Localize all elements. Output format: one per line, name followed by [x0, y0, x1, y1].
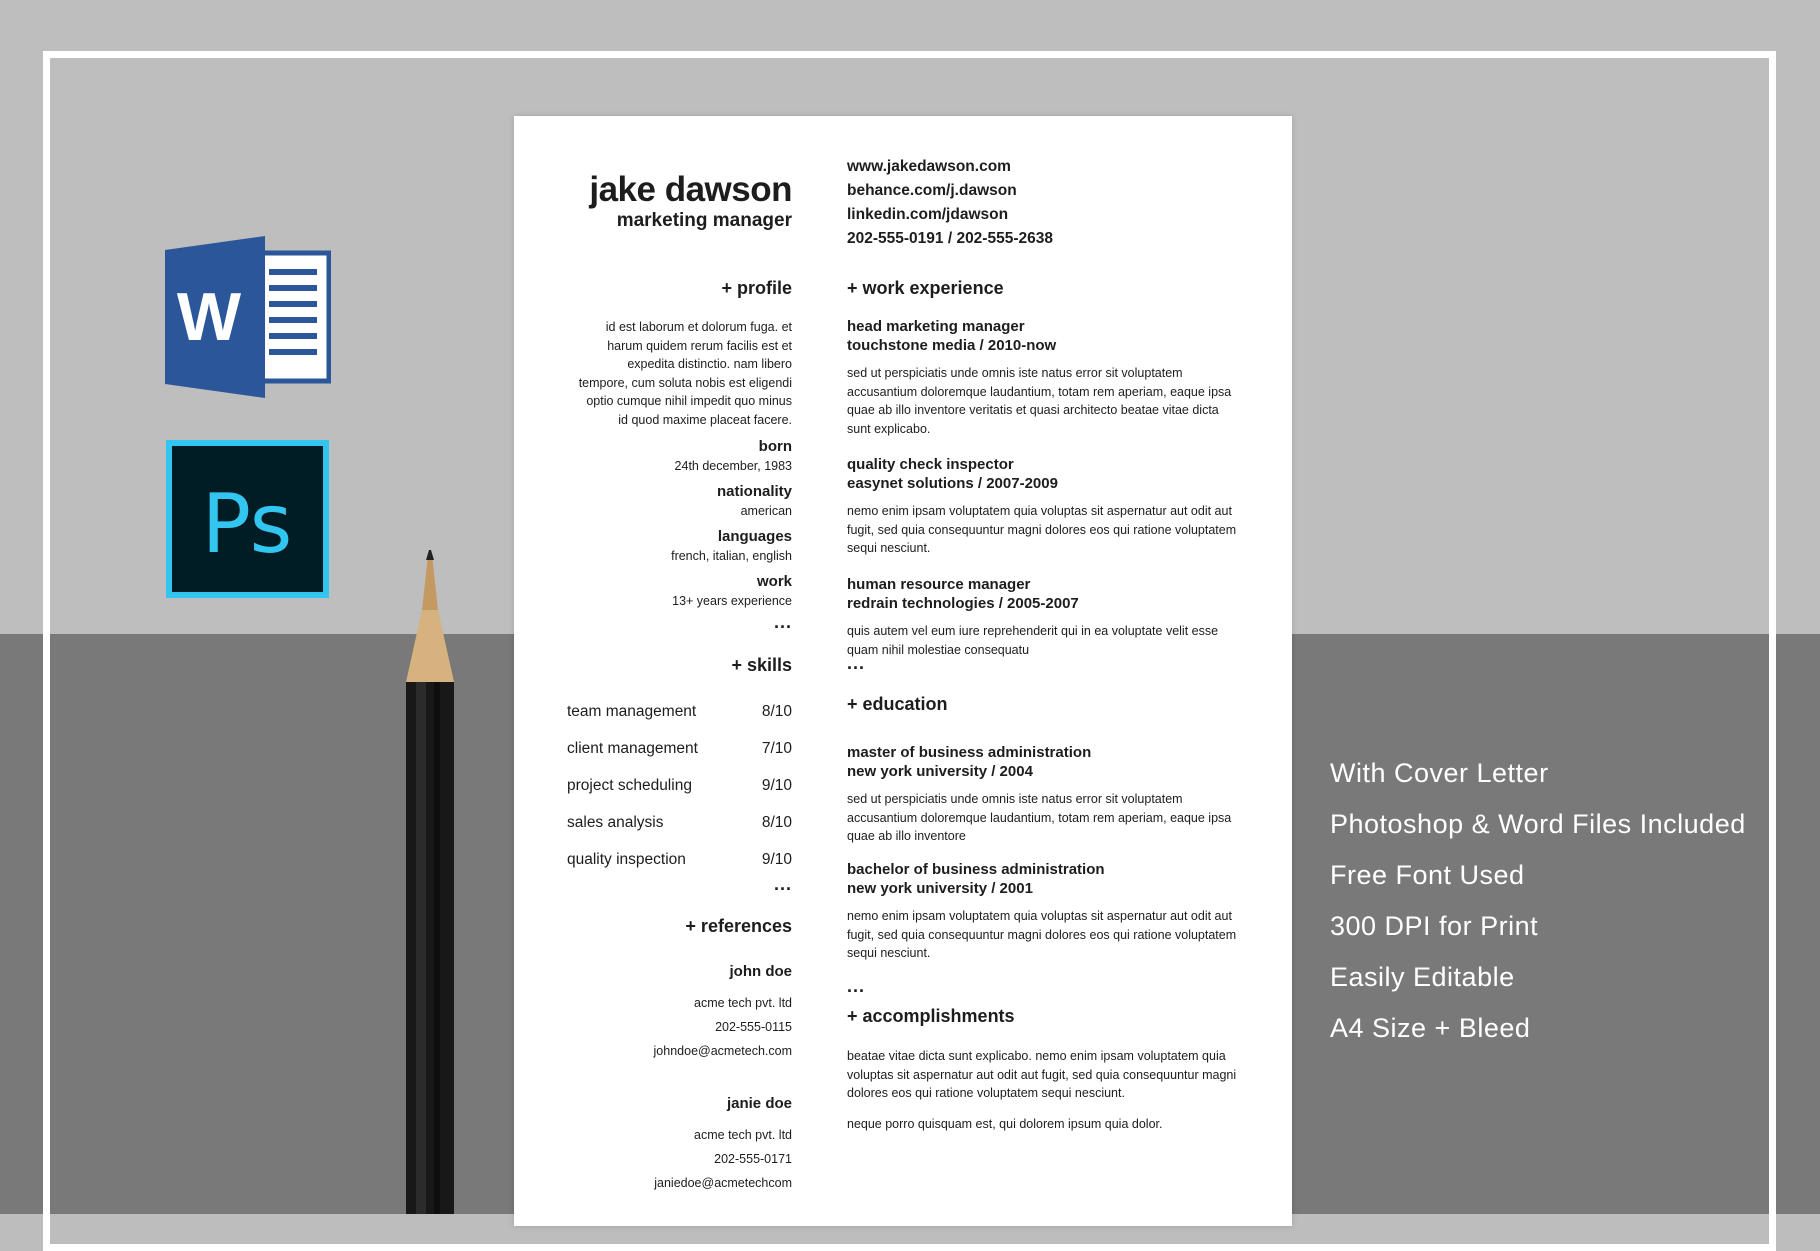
skill-name: quality inspection	[567, 851, 686, 868]
accomplishments-heading: + accomplishments	[847, 1006, 1015, 1026]
degree-description	[847, 790, 1259, 846]
degree-title: bachelor of business administration	[847, 861, 1105, 878]
desc-line: fugit, sed quia consequuntur magni dolores eos qui ratione voluptatem	[847, 522, 1237, 537]
degree-description	[847, 907, 1259, 963]
desc-line: quae ab illo inventore	[847, 829, 966, 843]
desc-line: nemo enim ipsam voluptatem quia voluptas sit aspernatur aut odit aut	[847, 504, 1232, 518]
resume-paper	[514, 116, 1292, 1226]
desc-line: sunt explicabo.	[847, 421, 931, 436]
fact-label: languages	[717, 528, 792, 545]
feature-item: 300 DPI for Print	[1330, 911, 1539, 941]
references-heading: + references	[685, 916, 792, 936]
desc-line: voluptas sit aspernatur aut odit aut fugit, sed quia consequuntur magni	[847, 1067, 1237, 1082]
desc-line: sed ut perspiciatis unde omnis iste natus error sit voluptatem	[847, 792, 1183, 806]
reference-company: acme tech pvt. ltd	[694, 996, 792, 1010]
job-title: human resource manager	[847, 576, 1031, 593]
reference-phone: 202-555-0171	[714, 1152, 792, 1166]
skill-name: team management	[567, 703, 697, 720]
profile-line: optio cumque nihil impedit quo minus	[586, 394, 792, 408]
desc-line: quae ab illo inventore veritatis et quasi architecto beatae vitae dicta	[847, 403, 1219, 417]
reference-email: janiedoe@acmetechcom	[654, 1176, 792, 1190]
contact-behance: behance.com/j.dawson	[847, 182, 1017, 199]
fact-value: 13+ years experience	[672, 594, 792, 608]
feature-item: Easily Editable	[1330, 962, 1515, 992]
desc-line: quam nihil molestiae consequatu	[847, 642, 1030, 657]
fact-label: work	[756, 573, 792, 590]
skill-score: 9/10	[761, 777, 792, 794]
skill-score: 8/10	[761, 703, 792, 720]
word-letter: W	[176, 279, 242, 355]
fact-value: french, italian, english	[671, 549, 792, 563]
fact-label: nationality	[716, 483, 792, 500]
profile-heading: + profile	[721, 278, 792, 298]
profile-text	[552, 318, 792, 429]
section-dots: ...	[773, 874, 792, 894]
desc-line: accusantium doloremque laudantium, totam rem aperiam, eaque ipsa	[847, 810, 1232, 825]
skill-name: sales analysis	[567, 814, 664, 831]
work-heading: + work experience	[847, 278, 1004, 298]
desc-line: beatae vitae dicta sunt explicabo. nemo enim ipsam voluptatem quia	[847, 1049, 1226, 1063]
resume-role: marketing manager	[616, 210, 792, 231]
skills-heading: + skills	[731, 655, 792, 675]
degree-title: master of business administration	[847, 744, 1092, 761]
accomplishments-text-2: neque porro quisquam est, qui dolorem ipsum quia dolor.	[847, 1117, 1163, 1131]
education-heading: + education	[847, 694, 948, 714]
feature-item: A4 Size + Bleed	[1330, 1013, 1531, 1043]
fact-value: 24th december, 1983	[674, 459, 792, 473]
desc-line: sequi nesciunt.	[847, 946, 931, 960]
profile-line: tempore, cum soluta nobis est eligendi	[578, 375, 792, 390]
feature-item: With Cover Letter	[1330, 758, 1549, 788]
pencil-image	[370, 550, 490, 1214]
skill-name: project scheduling	[567, 777, 692, 794]
section-dots: ...	[847, 976, 866, 996]
fact-value: american	[740, 504, 792, 518]
fact-label: born	[758, 438, 792, 455]
desc-line: accusantium doloremque laudantium, totam rem aperiam, eaque ipsa	[847, 384, 1232, 399]
desc-line: fugit, sed quia consequuntur magni dolores eos qui ratione voluptatem	[847, 927, 1237, 942]
job-description	[847, 364, 1259, 438]
reference-phone: 202-555-0115	[715, 1020, 792, 1034]
accomplishments-text	[847, 1047, 1259, 1103]
job-org: touchstone media / 2010-now	[847, 337, 1057, 354]
profile-line: harum quidem rerum facilis est et	[607, 338, 792, 353]
photoshop-icon	[166, 440, 329, 598]
desc-line: quis autem vel eum iure reprehenderit qui in ea voluptate velit esse	[847, 624, 1219, 638]
profile-line: id quod maxime placeat facere.	[618, 412, 792, 427]
contact-phone: 202-555-0191 / 202-555-2638	[847, 230, 1053, 247]
skill-score: 9/10	[761, 851, 792, 868]
reference-company: acme tech pvt. ltd	[694, 1128, 792, 1142]
desc-line: sed ut perspiciatis unde omnis iste natus error sit voluptatem	[847, 366, 1183, 380]
job-title: quality check inspector	[847, 456, 1014, 473]
job-description	[847, 502, 1259, 558]
section-dots: ...	[847, 653, 866, 673]
skill-score: 8/10	[761, 814, 792, 831]
skill-name: client management	[567, 740, 698, 757]
desc-line: nemo enim ipsam voluptatem quia voluptas sit aspernatur aut odit aut	[847, 909, 1232, 923]
job-title: head marketing manager	[847, 318, 1025, 335]
job-org: redrain technologies / 2005-2007	[847, 595, 1079, 612]
degree-org: new york university / 2004	[847, 763, 1033, 780]
job-description	[847, 622, 1259, 659]
contact-website: www.jakedawson.com	[847, 158, 1011, 175]
resume-name: jake dawson	[589, 170, 792, 209]
job-org: easynet solutions / 2007-2009	[847, 475, 1058, 492]
skill-score: 7/10	[761, 740, 792, 757]
word-icon	[165, 236, 331, 398]
desc-line: dolores eos qui ratione voluptatem sequi nesciunt.	[847, 1086, 1125, 1100]
feature-item: Photoshop & Word Files Included	[1330, 809, 1746, 839]
reference-name: janie doe	[726, 1095, 792, 1112]
profile-line: id est laborum et dolorum fuga. et	[605, 320, 792, 334]
desc-line: sequi nesciunt.	[847, 541, 931, 555]
feature-item: Free Font Used	[1330, 860, 1525, 890]
contact-linkedin: linkedin.com/jdawson	[847, 206, 1009, 223]
profile-line: expedita distinctio. nam libero	[627, 357, 792, 371]
photoshop-letters: Ps	[201, 477, 293, 572]
section-dots: ...	[773, 612, 792, 632]
reference-email: johndoe@acmetech.com	[653, 1044, 792, 1058]
degree-org: new york university / 2001	[847, 880, 1033, 897]
reference-name: john doe	[729, 963, 792, 980]
